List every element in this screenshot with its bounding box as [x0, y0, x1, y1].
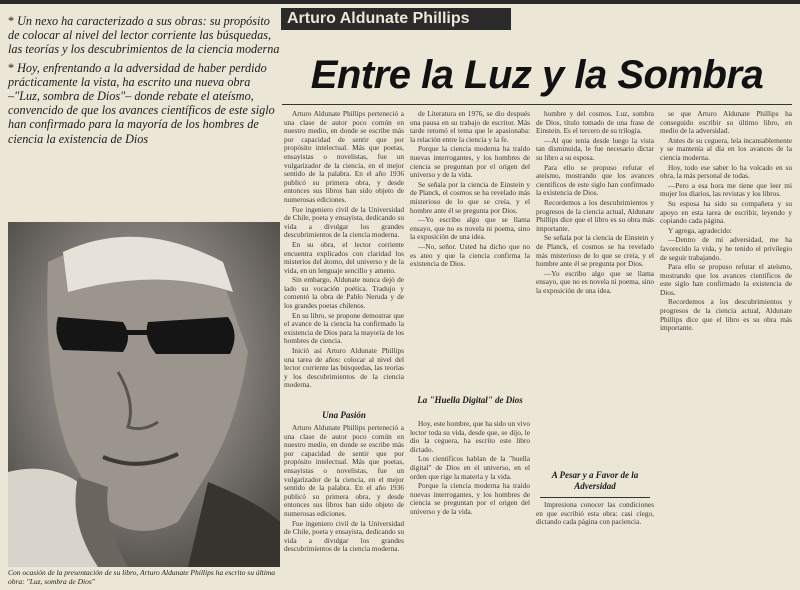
top-edge	[0, 0, 800, 4]
subhead-rule	[540, 497, 650, 498]
bullet-star-icon: *	[8, 14, 15, 28]
headline: Entre la Luz y la Sombra	[310, 53, 764, 97]
subhead-huella: La "Huella Digital" de Dios	[417, 395, 523, 405]
article-column-4: se que Arturo Aldunate Phillips ha conseguido escribir su último libro, en medio de la adversidad. Antes de su ceguera, leía incansablemente y se mantenía al día en los avances de la ciencia moderna. Hoy, todo ese saber lo ha volcado en su obra, la más personal de todas. —Pero a esa hora me tiene que leer mi mujer los diarios, las revistas y los libros. Su esposa ha sido su compañera y su apoyo en esta tarea de escribir, leyendo y copiando cada página. Y agrega, agradecido: —Dentro de mi adversidad, me ha favorecido la vida, y he tenido el privilegio de seguir trabajando. Para ello se propuso refutar el ateísmo, mostrando que los avances científicos de este siglo han confirmado la existencia de Dios. Recordemos a los descubrimientos y progresos de la ciencia actual, Aldunate Phillips dice que el libro es su obra más importante.	[660, 110, 792, 333]
article-column-1a: Arturo Aldunate Phillips perteneció a una clase de autor poco común en nuestro medio, en donde se escribe más por capacidad de sentir que por propósito intelectual. Más que poetas, ensayistas o novelistas, fue un vulgarizador de la ciencia, en el mejor sentido de la palabra. En el año 1936 publicó su primera obra, y desde entonces sus libros han sido objeto de numerosas ediciones. Fue ingeniero civil de la Universidad de Chile, poeta y ensayista, dedicando su vida a divulgar los grandes descubrimientos de la ciencia moderna. En su obra, el lector corriente encuentra explicados con claridad los misterios del átomo, del universo y de la vida, en un lenguaje sencillo y ameno. Sin embargo, Aldunate nunca dejó de lado su vocación poética. Tradujo y comentó la obra de Pablo Neruda y de los grandes poetas chilenos. En su libro, se propone demostrar que el avance de la ciencia ha confirmado la existencia de Dios para la mayoría de los hombres de ciencia. Inició así Arturo Aldunate Phillips una tarea de años: colocar al nivel del lector corriente las búsquedas, las teorías y los descubrimientos de la ciencia moderna.	[284, 110, 404, 390]
sidebar-summary	[8, 14, 280, 150]
headline-rule	[282, 104, 792, 105]
article-column-2: de Literatura en 1976, se dio después una pausa en su trabajo de escritor. Más tarde retomó el tema que le apasionaba: la relación entre la ciencia y la fe. Porque la ciencia moderna ha traído nuevas interrogantes, y los hombres de ciencia se preguntan por el origen del universo y de la vida. Se señala por la ciencia de Einstein y de Planck, el cosmos se ha revelado más misterioso de lo que se creía, y el hombre ante él se pregunta por Dios. —Yo escribo algo que se llama ensayo, que no es novela ni poema, sino la exposición de una idea. —No, señor. Usted ha dicho que no es ateo y que la ciencia confirma la existencia de Dios.	[410, 110, 530, 269]
article-column-3: hombre y del cosmos. Luz, sombra de Dios, título tomado de una frase de Einstein. Es el tercero de su trilogía. —Al que tenía desde luego la vista tan disminuida, le fue necesario dictar su libro a su esposa. Para ello se propuso refutar el ateísmo, mostrando que los avances científicos de este siglo han confirmado la existencia de Dios. Recordemos a los descubrimientos y progresos de la ciencia actual, Aldunate Phillips dice que el libro es su obra más importante. Se señala por la ciencia de Einstein y de Planck, el cosmos se ha revelado más misterioso de lo que se creía, y el hombre ante él se pregunta por Dios. —Yo escribo algo que se llama ensayo, que no es novela ni poema, sino la exposición de una idea.	[536, 110, 654, 295]
summary-bullet: * Un nexo ha caracterizado a sus obras: su propósito de colocar al nivel del lector corriente las búsquedas, las teorías y los descubrimientos de la ciencia moderna	[8, 14, 280, 57]
summary-bullet: * Hoy, enfrentando a la adversidad de haber perdido prácticamente la vista, ha escrito una nueva obra –"Luz, sombra de Dios"– donde rebate el ateísmo, convencido de que los avances científicos de este siglo han confirmado para la mayoría de los hombres de ciencia la existencia de Dios	[8, 60, 275, 146]
portrait-image	[8, 222, 280, 567]
subhead-pesar: A Pesar y a Favor de la Adversidad	[551, 470, 639, 491]
subhead-pasion: Una Pasión	[322, 410, 366, 420]
photo-caption: Con ocasión de la presentación de su libro, Arturo Aldunate Phillips ha escrito su última obra: "Luz, sombra de Dios"	[8, 568, 276, 586]
article-column-3b: Impresiona conocer las condiciones en que escribió esta obra: casi ciego, dictando cada página con paciencia.	[536, 501, 654, 527]
article-column-2b: Hoy, este hombre, que ha sido un vivo lector toda su vida, desde que, se dijo, le dio la ceguera, ha escrito este libro dictado. Los científicos hablan de la "huella digital" de Dios en el universo, en el orden que rige la materia y la vida. Porque la ciencia moderna ha traído nuevas interrogantes, y los hombres de ciencia se preguntan por el origen del universo y de la vida.	[410, 420, 530, 516]
author-banner: Arturo Aldunate Phillips	[281, 8, 511, 30]
author-photo	[8, 222, 280, 567]
article-column-1b: Arturo Aldunate Phillips perteneció a una clase de autor poco común en nuestro medio, en donde se escribe más por capacidad de sentir que por propósito intelectual. Más que poetas, ensayistas o novelistas, fue un vulgarizador de la ciencia, en el mejor sentido de la palabra. En el año 1936 publicó su primera obra, y desde entonces sus libros han sido objeto de numerosas ediciones. Fue ingeniero civil de la Universidad de Chile, poeta y ensayista, dedicando su vida a divulgar los grandes descubrimientos de la ciencia moderna.	[284, 424, 404, 554]
bullet-star-icon: *	[8, 60, 15, 75]
